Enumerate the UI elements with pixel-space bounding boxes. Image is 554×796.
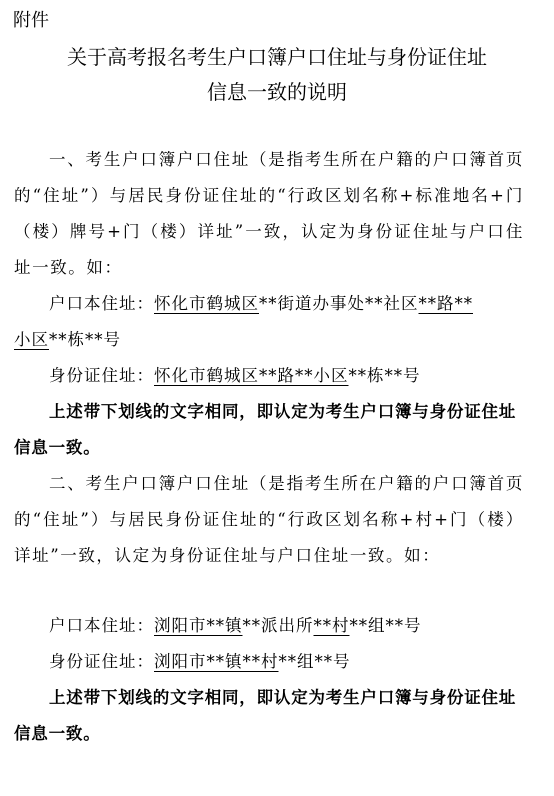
underlined-address-part: **路** bbox=[418, 294, 473, 313]
address-part: **派出所 bbox=[242, 616, 314, 635]
attachment-label: 附件 bbox=[13, 10, 49, 31]
address-part: **组**号 bbox=[278, 652, 351, 671]
document-title-line-2: 信息一致的说明 bbox=[207, 80, 347, 104]
id-card-address-label: 身份证住址： bbox=[49, 366, 154, 385]
address-part: **组**号 bbox=[349, 616, 422, 635]
hukou-address-label: 户口本住址： bbox=[49, 616, 154, 635]
underlined-address-part: 浏阳市**镇 bbox=[154, 616, 243, 635]
document-title-line-1: 关于高考报名考生户口簿户口住址与身份证住址 bbox=[67, 45, 487, 69]
section-2-paragraph: 二、考生户口簿户口住址（是指考生所在户籍的户口簿首页的“住址”）与居民身份证住址的“行政区划名称+村+门（楼）详址”一致，认定为身份证住址与户口住址一致。如： bbox=[14, 474, 524, 565]
underlined-address-part: **村 bbox=[313, 616, 350, 635]
section-2-hukou-address bbox=[49, 608, 422, 644]
underlined-address-part: 怀化市鹤城区 bbox=[154, 366, 259, 385]
id-card-address-label: 身份证住址： bbox=[49, 652, 154, 671]
underlined-address-part: 浏阳市**镇**村 bbox=[154, 652, 279, 671]
section-1-paragraph: 一、考生户口簿户口住址（是指考生所在户籍的户口簿首页的“住址”）与居民身份证住址的“行政区划名称+标准地名+门（楼）牌号+门（楼）详址”一致，认定为身份证住址与户口住址一致。如： bbox=[14, 150, 524, 277]
section-1-conclusion: 上述带下划线的文字相同，即认定为考生户口簿与身份证住址信息一致。 bbox=[14, 402, 517, 457]
address-part: **街道办事处**社区 bbox=[259, 294, 419, 313]
section-2-id-card-address bbox=[49, 644, 351, 680]
hukou-address-label: 户口本住址： bbox=[49, 294, 154, 313]
section-1-id-card-address bbox=[49, 358, 421, 394]
address-part: **栋**号 bbox=[49, 330, 121, 349]
section-2-conclusion: 上述带下划线的文字相同，即认定为考生户口簿与身份证住址信息一致。 bbox=[14, 688, 517, 743]
address-part: **栋**号 bbox=[348, 366, 421, 385]
underlined-address-part: **路**小区 bbox=[259, 366, 349, 385]
underlined-address-part: 怀化市鹤城区 bbox=[154, 294, 259, 313]
section-1-hukou-address-line-1 bbox=[49, 286, 473, 322]
section-1-hukou-address-line-2 bbox=[14, 322, 121, 358]
underlined-address-part: 小区 bbox=[14, 330, 49, 349]
